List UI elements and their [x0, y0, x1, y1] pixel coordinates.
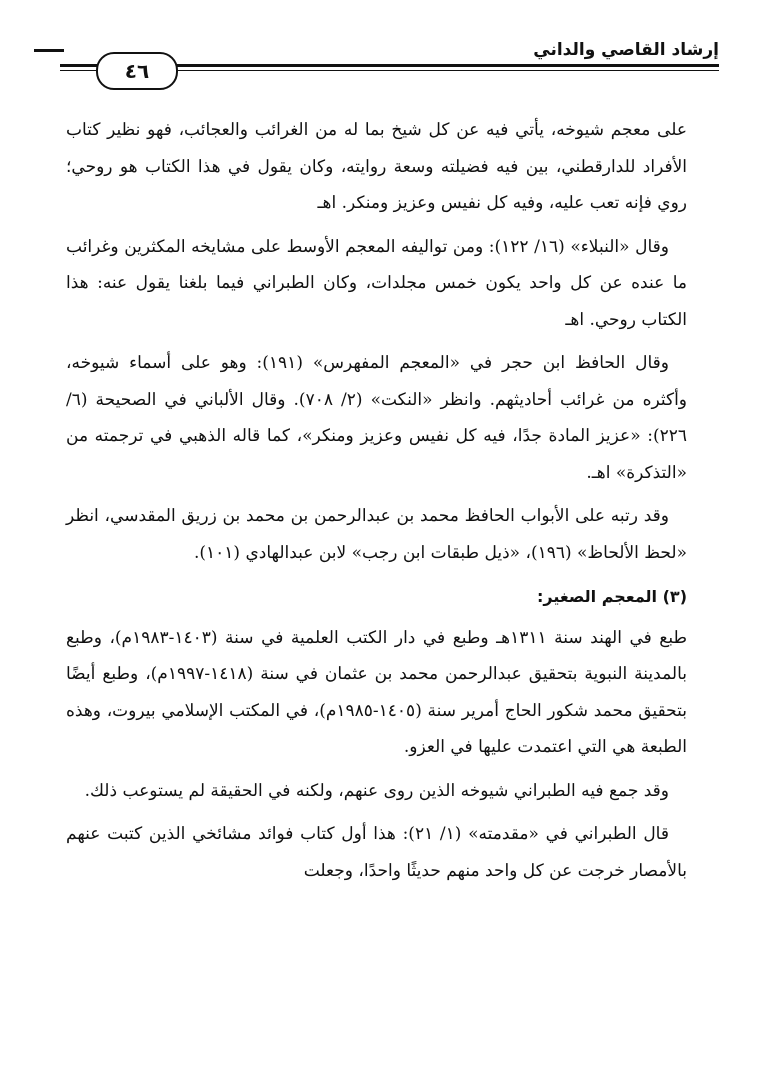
paragraph: قال الطبراني في «مقدمته» (١/ ٢١): هذا أول كتاب فوائد مشائخي الذين كتبت عنهم بالأمصار خرجت عن كل واحد منهم حديثًا واحدًا، وجعلت [66, 824, 687, 881]
paragraph: على معجم شيوخه، يأتي فيه عن كل شيخ بما له من الغرائب والعجائب، فهو نظير كتاب الأفراد للدارقطني، بين فيه فضيلته وسعة روايته، وكان يقول في هذا الكتاب هو روحي؛ روي فإنه تعب عليه، وفيه كل نفيس وعزيز ومنكر. اهـ [66, 120, 687, 213]
paragraph: وقد جمع فيه الطبراني شيوخه الذين روى عنهم، ولكنه في الحقيقة لم يستوعب ذلك. [84, 780, 669, 801]
paragraph: وقال «النبلاء» (١٦/ ١٢٢): ومن تواليفه المعجم الأوسط على مشايخه المكثرين وغرائب ما عنده عن كل واحد يكون خمس مجلدات، وكان الطبراني فيما بلغنا يقول عنه: هذا الكتاب روحي. اهـ [66, 236, 687, 330]
page-body [66, 112, 687, 896]
paragraph: وقال الحافظ ابن حجر في «المعجم المفهرس» (١٩١): وهو على أسماء شيوخه، وأكثره من غرائب أحاديثهم. وانظر «النكت» (٢/ ٧٠٨). وقال الألباني في الصحيحة (٦/ ٢٢٦): «عزيز المادة جدًا، فيه كل نفيس وعزيز ومنكر»، كما قاله الذهبي في ترجمته من «التذكرة» اهـ. [66, 353, 688, 483]
header-left-rule [34, 49, 64, 52]
section-heading: (٣) المعجم الصغير: [536, 587, 687, 606]
running-header-title: إرشاد القاصي والداني [533, 40, 719, 60]
paragraph: وقد رتبه على الأبواب الحافظ محمد بن عبدالرحمن بن محمد بن زريق المقدسي، انظر «لحظ الألحاظ» (١٩٦)، «ذيل طبقات ابن رجب» لابن عبدالهادي (١٠١). [66, 506, 687, 563]
paragraph: طبع في الهند سنة ١٣١١هـ وطبع في دار الكتب العلمية في سنة (١٤٠٣-١٩٨٣م)، وطبع بالمدينة النبوية بتحقيق عبدالرحمن محمد بن عثمان في سنة (١٤١٨-١٩٩٧م)، وطبع أيضًا بتحقيق محمد شكور الحاج أمرير سنة (١٤٠٥-١٩٨٥م)، في المكتب الإسلامي بيروت، وهذه الطبعة هي التي اعتمدت عليها في العزو. [66, 627, 688, 757]
page-number: ٤٦ [96, 52, 178, 90]
